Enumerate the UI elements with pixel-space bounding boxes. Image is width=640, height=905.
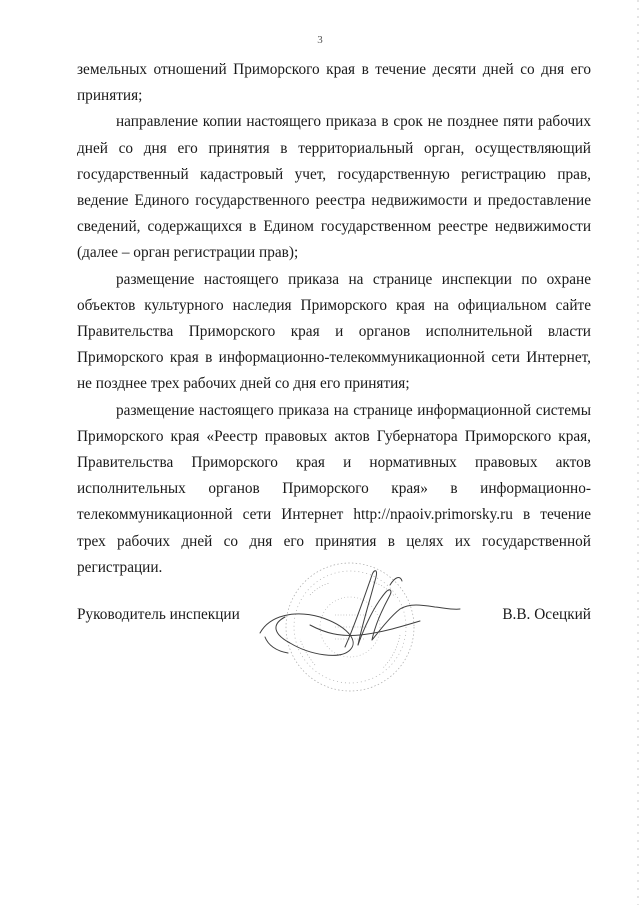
paragraph-4: размещение настоящего приказа на странице информационной системы Приморского края «Реестр правовых актов Губернатора Приморского края, Правительства Приморского края и нормативных правовых актов исполнительных органов Приморского края» в информационно-телекоммуникационной сети Интернет http://npaoiv.primorsky.ru в течение трех рабочих дней со дня его принятия в целях их государственной регистрации. bbox=[77, 401, 591, 576]
scan-edge-marks bbox=[636, 0, 640, 905]
document-body bbox=[77, 57, 591, 581]
signatory-position: Руководитель инспекции bbox=[77, 606, 240, 623]
signature-block bbox=[77, 602, 591, 628]
page-number: 3 bbox=[317, 34, 323, 46]
paragraph-1: земельных отношений Приморского края в течение десяти дней со дня его принятия; bbox=[77, 61, 591, 105]
paragraph-2: направление копии настоящего приказа в срок не позднее пяти рабочих дней со дня его принятия в территориальный орган, осуществляющий государственный кадастровый учет, государственную регистрацию прав, ведение Единого государственного реестра недвижимости и предоставление сведений, содержащихся в Едином государственном реестре недвижимости (далее – орган регистрации прав); bbox=[77, 113, 591, 262]
paragraph-3: размещение настоящего приказа на странице инспекции по охране объектов культурного наследия Приморского края на официальном сайте Правительства Приморского края и органов исполнительной власти Приморского края в информационно-телекоммуникационной сети Интернет, не позднее трех рабочих дней со дня его принятия; bbox=[77, 270, 591, 393]
signatory-name: В.В. Осецкий bbox=[502, 606, 591, 623]
